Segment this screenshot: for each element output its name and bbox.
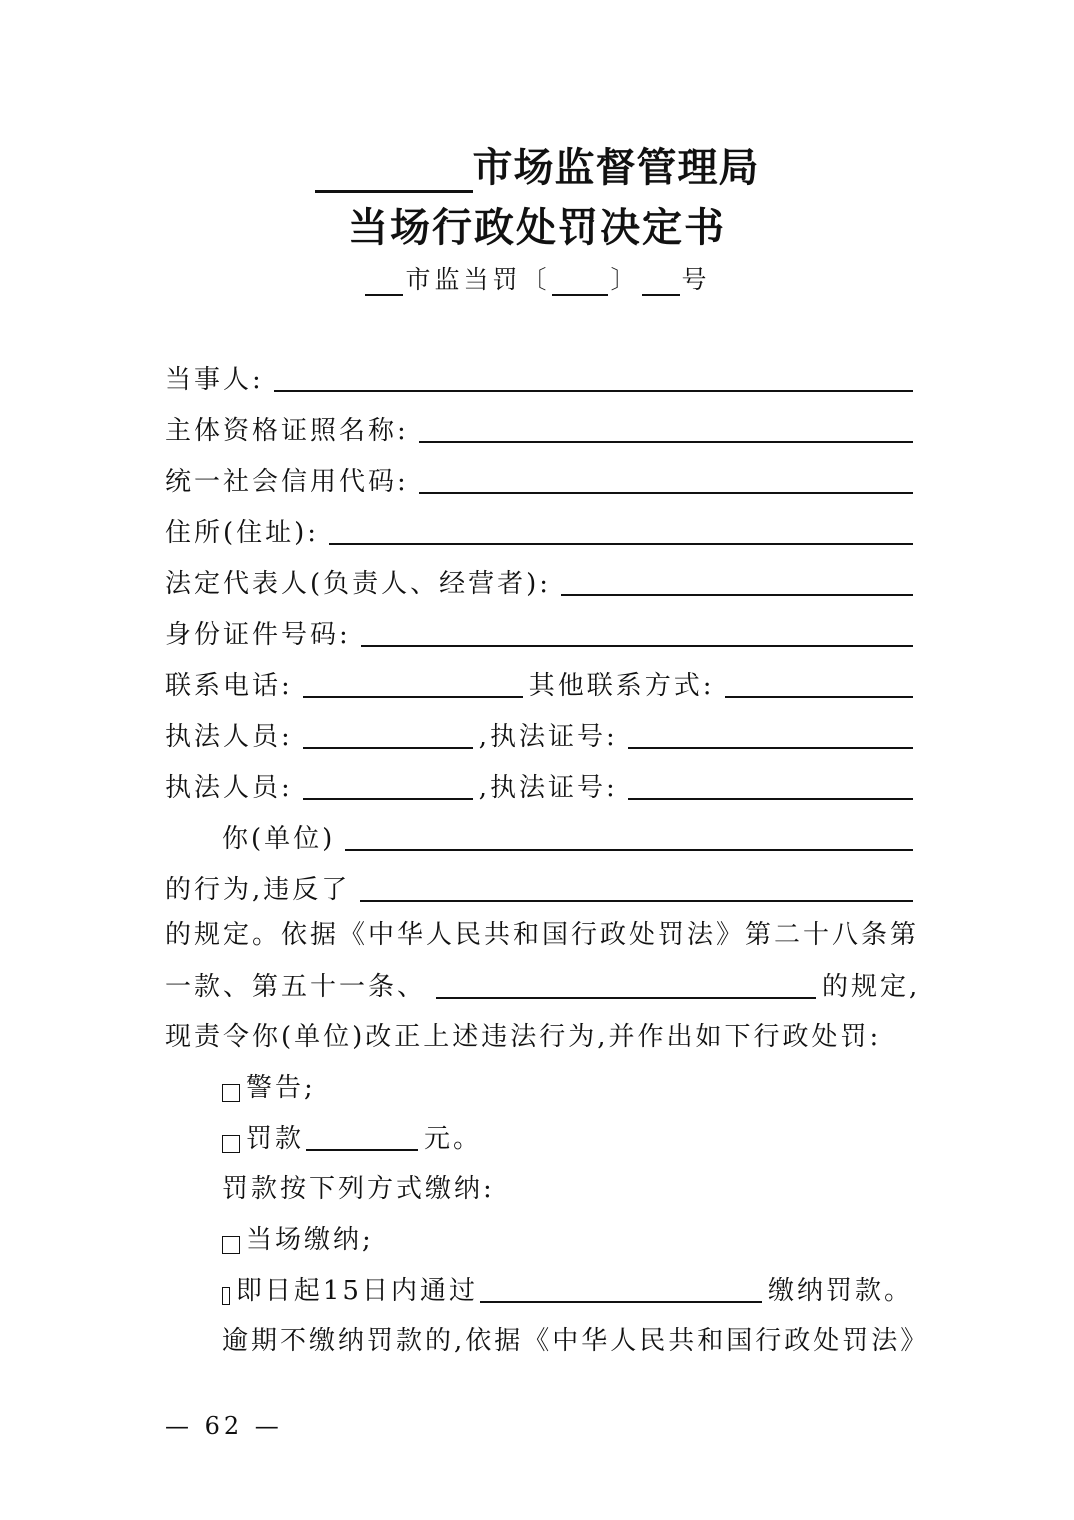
id-number-field[interactable] xyxy=(361,615,913,647)
cert2-field[interactable] xyxy=(628,768,913,800)
contact-row xyxy=(165,662,913,702)
license-name-field[interactable] xyxy=(419,411,913,443)
violation-row xyxy=(165,866,913,906)
violated-provision-field[interactable] xyxy=(360,870,913,902)
license-name-label: 主体资格证照名称: xyxy=(165,416,409,446)
phone-field[interactable] xyxy=(303,666,523,698)
pay-within-suffix: 缴纳罚款。 xyxy=(767,1276,913,1306)
pay-within-label: 即日起15日内通过 xyxy=(235,1276,478,1306)
warning-checkbox[interactable] xyxy=(222,1084,240,1102)
fine-unit: 元。 xyxy=(424,1124,483,1154)
legal-rep-field[interactable] xyxy=(561,564,913,596)
fine-option xyxy=(222,1115,913,1155)
officer2-field[interactable] xyxy=(303,768,473,800)
payment-channel-field[interactable] xyxy=(480,1271,762,1303)
clause-suffix: 的规定, xyxy=(822,972,921,1002)
pay-onsite-label: 当场缴纳; xyxy=(246,1225,374,1255)
fine-checkbox[interactable] xyxy=(222,1135,240,1153)
cert2-label: ,执法证号: xyxy=(478,773,618,803)
license-name-row xyxy=(165,407,913,447)
document-title: 当场行政处罚决定书 xyxy=(348,204,726,251)
party-label: 当事人: xyxy=(165,365,264,395)
you-unit-row xyxy=(222,815,913,855)
doc-no-region-blank[interactable] xyxy=(365,268,403,296)
clause-row xyxy=(165,963,921,1003)
authority-name-blank[interactable] xyxy=(315,152,473,193)
credit-code-row xyxy=(165,458,913,498)
fine-amount-field[interactable] xyxy=(306,1119,418,1151)
doc-no-year-blank[interactable] xyxy=(552,268,608,296)
party-field[interactable] xyxy=(274,360,913,392)
id-number-row xyxy=(165,611,913,651)
officer2-label: 执法人员: xyxy=(165,773,293,803)
officer1-field[interactable] xyxy=(303,717,473,749)
warning-label: 警告; xyxy=(246,1073,316,1103)
legal-rep-row xyxy=(165,560,913,600)
officer1-label: 执法人员: xyxy=(165,722,293,752)
id-number-label: 身份证件号码: xyxy=(165,620,351,650)
other-contact-label: 其他联系方式: xyxy=(528,671,715,701)
additional-clause-field[interactable] xyxy=(436,967,816,999)
officer2-row xyxy=(165,764,913,804)
violation-label: 的行为,违反了 xyxy=(165,875,351,905)
officer1-row xyxy=(165,713,913,753)
you-unit-label: 你(单位) xyxy=(222,824,336,854)
document-number: 市监当罚〔 〕 号 xyxy=(0,260,1074,296)
payment-methods-text: 罚款按下列方式缴纳: xyxy=(222,1174,495,1204)
address-field[interactable] xyxy=(329,513,913,545)
clause-prefix: 一款、第五十一条、 xyxy=(165,972,427,1002)
page-number: — 62 — xyxy=(165,1412,283,1440)
pay-within-checkbox[interactable] xyxy=(222,1287,230,1305)
credit-code-label: 统一社会信用代码: xyxy=(165,467,409,497)
you-unit-field[interactable] xyxy=(345,819,913,851)
address-row xyxy=(165,509,913,549)
other-contact-field[interactable] xyxy=(725,666,913,698)
order-text: 现责令你(单位)改正上述违法行为,并作出如下行政处罚: xyxy=(165,1022,882,1052)
address-label: 住所(住址): xyxy=(165,518,320,548)
pay-onsite-option xyxy=(222,1216,913,1256)
party-row xyxy=(165,356,913,396)
legal-basis-text: 的规定。依据《中华人民共和国行政处罚法》第二十八条第 xyxy=(165,920,920,950)
fine-label: 罚款 xyxy=(246,1124,305,1154)
phone-label: 联系电话: xyxy=(165,671,293,701)
overdue-text: 逾期不缴纳罚款的,依据《中华人民共和国行政处罚法》 xyxy=(222,1326,930,1356)
issuing-authority-title: 市场监督管理局 xyxy=(0,136,1074,193)
warning-option xyxy=(222,1064,913,1104)
pay-within-option xyxy=(222,1267,913,1307)
cert1-label: ,执法证号: xyxy=(478,722,618,752)
doc-no-serial-blank[interactable] xyxy=(642,268,680,296)
pay-onsite-checkbox[interactable] xyxy=(222,1236,240,1254)
legal-rep-label: 法定代表人(负责人、经营者): xyxy=(165,569,552,599)
credit-code-field[interactable] xyxy=(419,462,913,494)
cert1-field[interactable] xyxy=(628,717,913,749)
